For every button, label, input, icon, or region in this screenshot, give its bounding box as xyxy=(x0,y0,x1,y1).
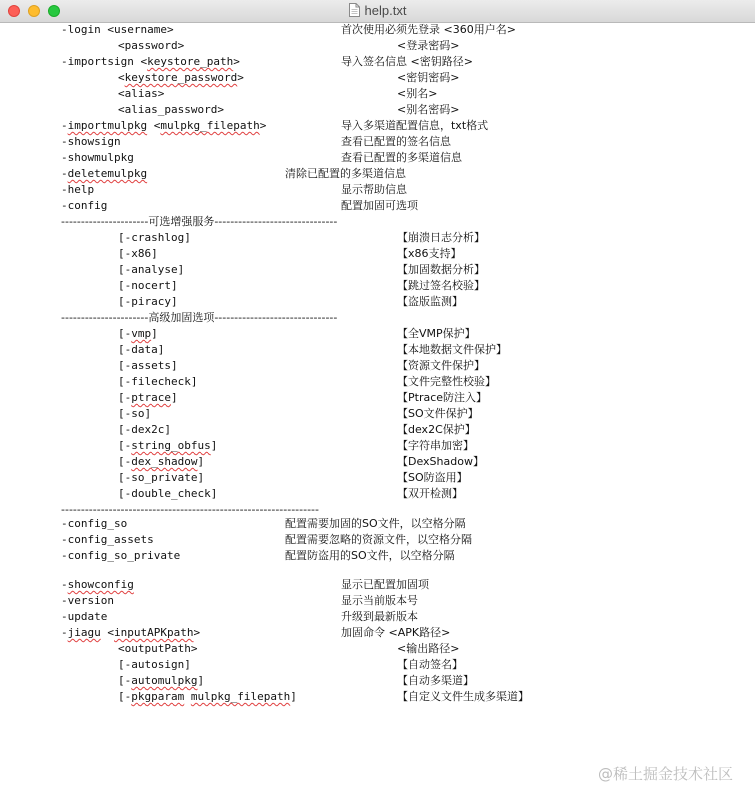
line-login: -login <username> xyxy=(61,23,174,36)
line-assets-desc: 【资源文件保护】 xyxy=(397,359,485,372)
text-segment: [- xyxy=(118,327,132,340)
line-assets: [-assets] xyxy=(118,359,178,372)
text-segment xyxy=(184,690,191,703)
text-segment: - xyxy=(61,578,68,591)
spellcheck-word: showconfig xyxy=(67,578,134,591)
spellcheck-word: mulpkg_filepath xyxy=(190,690,291,703)
line-dex2c: [-dex2c] xyxy=(118,423,171,436)
line-crashlog-desc: 【崩溃日志分析】 xyxy=(397,231,485,244)
watermark: @稀土掘金技术社区 xyxy=(597,765,733,783)
text-segment: - xyxy=(61,626,68,639)
line-config-assets: -config_assets xyxy=(61,533,154,546)
line-so-private: [-so_private] xyxy=(118,471,205,484)
line-crashlog: [-crashlog] xyxy=(118,231,191,244)
text-segment: < xyxy=(100,626,114,639)
line-config-so: -config_so xyxy=(61,517,128,530)
spellcheck-word: string_obfus xyxy=(131,439,211,452)
line-vmp xyxy=(118,326,158,342)
line-filecheck-desc: 【文件完整性校验】 xyxy=(397,375,496,388)
line-help-desc: 显示帮助信息 xyxy=(341,183,407,196)
line-ptrace-desc: 【Ptrace防注入】 xyxy=(397,391,488,404)
line-showconfig-desc: 显示已配置加固项 xyxy=(341,578,429,591)
text-segment: ] xyxy=(290,690,297,703)
spellcheck-word: ptrace xyxy=(131,391,171,404)
line-config-so-private-desc: 配置防盗用的SO文件，以空格分隔 xyxy=(285,549,455,562)
line-so-private-desc: 【SO防盗用】 xyxy=(397,471,468,484)
title-bar[interactable] xyxy=(0,0,755,23)
text-segment: > xyxy=(193,626,201,639)
text-segment: [- xyxy=(118,690,132,703)
text-segment: [- xyxy=(118,439,132,452)
spellcheck-word: automulpkg xyxy=(131,674,198,687)
line-pkgparam-desc: 【自定义文件生成多渠道】 xyxy=(397,690,529,703)
spellcheck-word: jiagu xyxy=(67,626,101,639)
line-outputpath-desc: <输出路径> xyxy=(397,642,460,655)
line-password-desc: <登录密码> xyxy=(397,39,460,52)
line-x86: [-x86] xyxy=(118,247,158,260)
window-title-area xyxy=(0,0,755,22)
line-update-desc: 升级到最新版本 xyxy=(341,610,418,623)
line-string-obfus-desc: 【字符串加密】 xyxy=(397,439,474,452)
line-filecheck: [-filecheck] xyxy=(118,375,198,388)
line-showmulpkg-desc: 查看已配置的多渠道信息 xyxy=(341,151,462,164)
text-segment: ] xyxy=(151,327,158,340)
spellcheck-word: vmp xyxy=(131,327,152,340)
text-segment: - xyxy=(61,119,68,132)
line-data: [-data] xyxy=(118,343,165,356)
text-segment: [- xyxy=(118,455,132,468)
line-so-desc: 【SO文件保护】 xyxy=(397,407,479,420)
line-config: -config xyxy=(61,199,108,212)
line-vmp-desc: 【全VMP保护】 xyxy=(397,327,476,340)
line-outputpath: <outputPath> xyxy=(118,642,198,655)
line-help: -help xyxy=(61,183,95,196)
line-config-assets-desc: 配置需要忽略的资源文件，以空格分隔 xyxy=(285,533,472,546)
line-version: -version xyxy=(61,594,114,607)
line-nocert: [-nocert] xyxy=(118,279,178,292)
text-segment: [- xyxy=(118,391,132,404)
line-autosign: [-autosign] xyxy=(118,658,191,671)
line-password: <password> xyxy=(118,39,185,52)
spellcheck-word: deletemulpkg xyxy=(67,167,148,180)
line-double-check: [-double_check] xyxy=(118,487,218,500)
text-segment: ] xyxy=(171,391,178,404)
line-automulpkg xyxy=(118,673,204,689)
text-segment: > xyxy=(259,119,267,132)
line-config-so-private: -config_so_private xyxy=(61,549,181,562)
line-jiagu-desc: 加固命令 <APK路径> xyxy=(341,626,451,639)
text-segment: > xyxy=(237,71,244,84)
line-showsign-desc: 查看已配置的签名信息 xyxy=(341,135,451,148)
text-segment: -importsign < xyxy=(61,55,148,68)
spellcheck-word: inputAPKpath xyxy=(114,626,194,639)
text-segment: > xyxy=(233,55,240,68)
line-importsign xyxy=(61,54,240,70)
separator-optional-services: ----------------------可选增强服务------------------------------- xyxy=(61,215,338,228)
line-automulpkg-desc: 【自动多渠道】 xyxy=(397,674,474,687)
spellcheck-word: keystore_path xyxy=(147,55,234,68)
line-piracy: [-piracy] xyxy=(118,295,178,308)
line-string-obfus xyxy=(118,438,217,454)
line-nocert-desc: 【跳过签名校验】 xyxy=(397,279,485,292)
text-segment: [- xyxy=(118,674,132,687)
line-double-check-desc: 【双开检测】 xyxy=(397,487,463,500)
line-autosign-desc: 【自动签名】 xyxy=(397,658,463,671)
spellcheck-word: dex_shadow xyxy=(131,455,198,468)
spellcheck-word: keystore_password xyxy=(124,71,238,84)
text-segment: < xyxy=(147,119,161,132)
text-content[interactable] xyxy=(0,22,755,806)
spellcheck-word: pkgparam xyxy=(131,690,185,703)
document-icon xyxy=(349,3,360,17)
line-login-desc: 首次使用必须先登录 <360用户名> xyxy=(341,23,516,36)
line-showmulpkg: -showmulpkg xyxy=(61,151,134,164)
line-analyse-desc: 【加固数据分析】 xyxy=(397,263,485,276)
text-segment: - xyxy=(61,167,68,180)
separator-advanced-options: ----------------------高级加固选项------------------------------- xyxy=(61,311,338,324)
separator-end: ----------------------------------------------------------------- xyxy=(61,503,320,516)
line-dex-shadow xyxy=(118,454,204,470)
line-pkgparam xyxy=(118,689,297,705)
line-deletemulpkg xyxy=(61,166,147,182)
text-segment: ] xyxy=(197,674,205,687)
line-data-desc: 【本地数据文件保护】 xyxy=(397,343,507,356)
line-config-desc: 配置加固可选项 xyxy=(341,199,418,212)
line-showsign: -showsign xyxy=(61,135,121,148)
line-ptrace xyxy=(118,390,178,406)
line-alias: <alias> xyxy=(118,87,165,100)
line-alias-password: <alias_password> xyxy=(118,103,224,116)
spellcheck-word: mulpkg_filepath xyxy=(160,119,260,132)
line-importsign-desc: 导入签名信息 <密钥路径> xyxy=(341,55,473,68)
line-config-so-desc: 配置需要加固的SO文件，以空格分隔 xyxy=(285,517,466,530)
line-keystore-password-desc: <密钥密码> xyxy=(397,71,460,84)
line-version-desc: 显示当前版本号 xyxy=(341,594,418,607)
text-segment: ] xyxy=(210,439,218,452)
line-x86-desc: 【x86支持】 xyxy=(397,247,462,260)
line-so: [-so] xyxy=(118,407,152,420)
line-piracy-desc: 【盗版监测】 xyxy=(397,295,463,308)
line-alias-desc: <别名> xyxy=(397,87,438,100)
window-title: help.txt xyxy=(364,3,407,18)
line-jiagu xyxy=(61,625,200,641)
line-analyse: [-analyse] xyxy=(118,263,185,276)
line-dex-shadow-desc: 【DexShadow】 xyxy=(397,455,484,468)
line-alias-password-desc: <别名密码> xyxy=(397,103,460,116)
line-deletemulpkg-desc: 清除已配置的多渠道信息 xyxy=(285,167,406,180)
line-update: -update xyxy=(61,610,108,623)
line-showconfig xyxy=(61,577,134,593)
spellcheck-word: importmulpkg xyxy=(67,119,148,132)
text-segment: < xyxy=(118,71,125,84)
line-keystore-password xyxy=(118,70,244,86)
line-importmulpkg-desc: 导入多渠道配置信息，txt格式 xyxy=(341,119,489,132)
line-dex2c-desc: 【dex2C保护】 xyxy=(397,423,476,436)
text-segment: ] xyxy=(197,455,205,468)
line-importmulpkg xyxy=(61,118,266,134)
